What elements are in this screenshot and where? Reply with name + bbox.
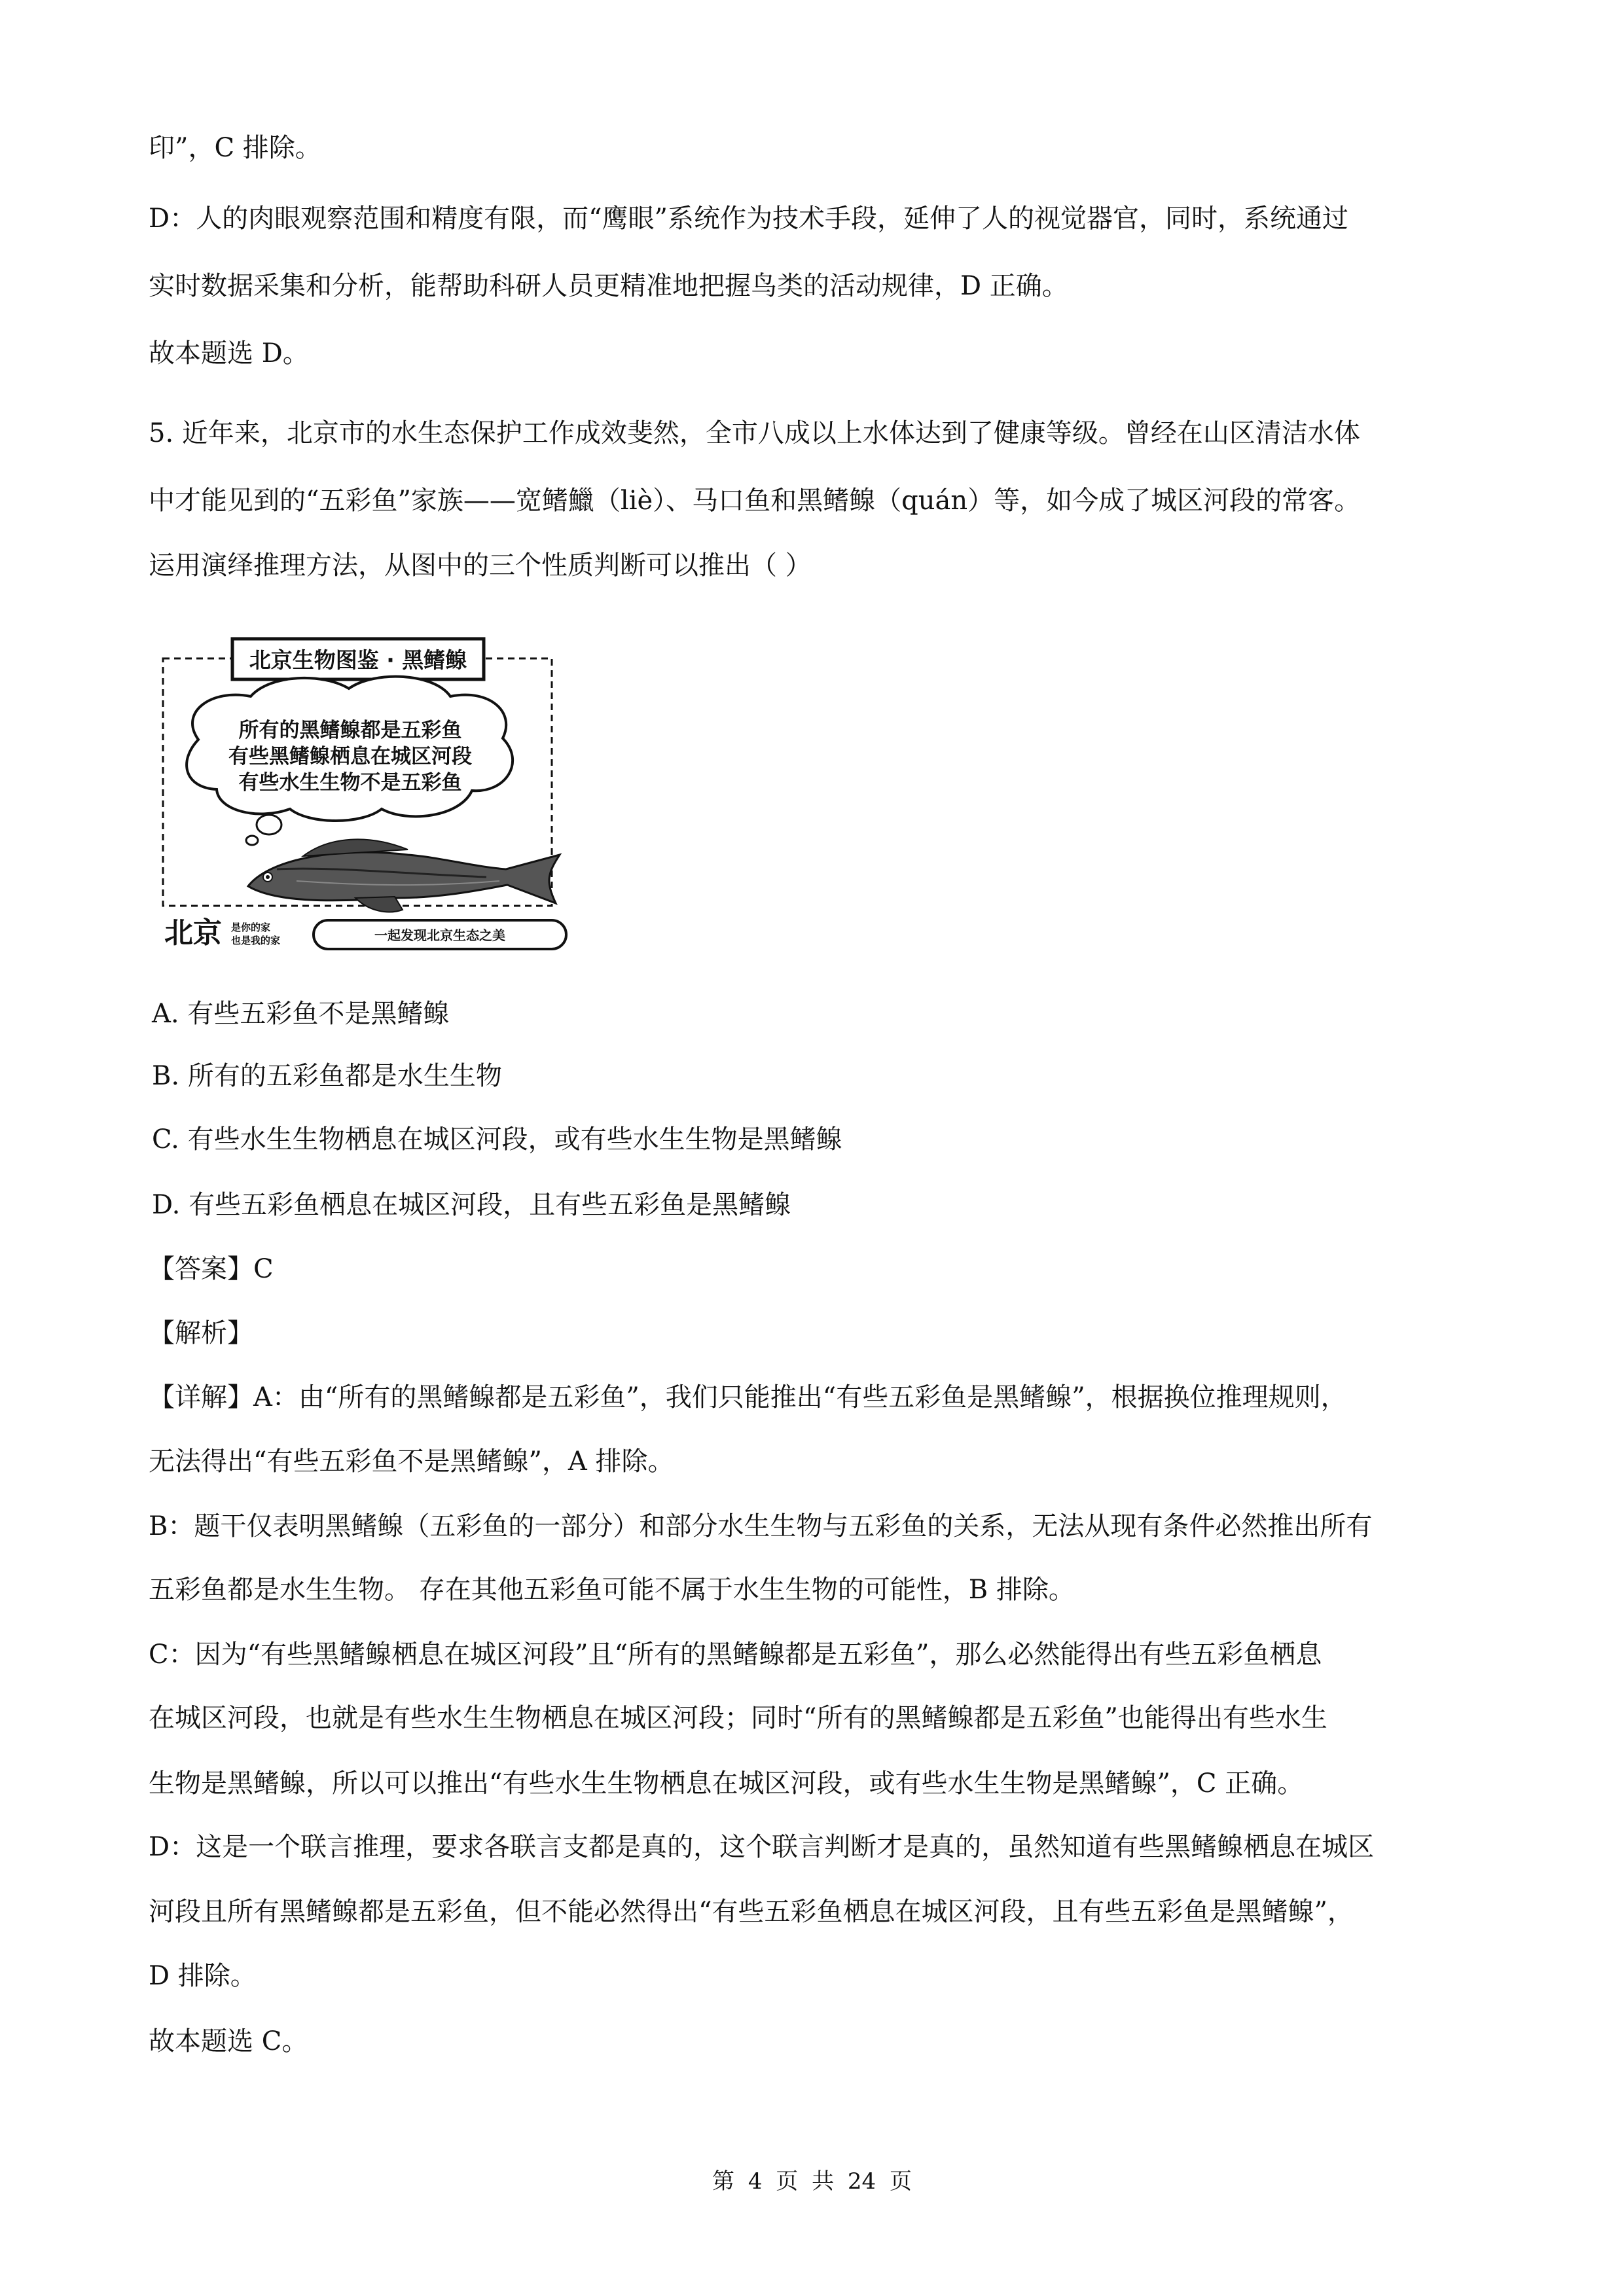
- question-line: 中才能见到的“五彩鱼”家族——宽鳍鱲（liè）、马口鱼和黑鳍鳈（quán）等，如今成了城区河段的常客。: [149, 486, 1361, 516]
- explanation-line: 无法得出“有些五彩鱼不是黑鳍鳈”，A 排除。: [149, 1446, 674, 1477]
- explanation-line: B：题干仅表明黑鳍鳈（五彩鱼的一部分）和部分水生生物与五彩鱼的关系，无法从现有条件必然推出所有: [149, 1511, 1373, 1541]
- option-d: D. 有些五彩鱼栖息在城区河段，且有些五彩鱼是黑鳍鳈: [152, 1190, 791, 1220]
- explanation-line: 五彩鱼都是水生生物。 存在其他五彩鱼可能不属于水生生物的可能性，B 排除。: [149, 1575, 1075, 1605]
- text-line: D：人的肉眼观察范围和精度有限，而“鹰眼”系统作为技术手段，延伸了人的视觉器官，同时，系统通过: [149, 204, 1348, 234]
- explanation-line: C：因为“有些黑鳍鳈栖息在城区河段”且“所有的黑鳍鳈都是五彩鱼”，那么必然能得出有些五彩鱼栖息: [149, 1640, 1322, 1670]
- fish-icon: [248, 839, 560, 912]
- question-line: 5. 近年来，北京市的水生态保护工作成效斐然，全市八成以上水体达到了健康等级。曾经在山区清洁水体: [149, 418, 1360, 448]
- text-line: 故本题选 D。: [149, 338, 309, 368]
- bubble-line: 有些水生生物不是五彩鱼: [238, 771, 462, 795]
- bubble-dot-small: [246, 836, 258, 845]
- brand-sub: 也是我的家: [231, 935, 281, 946]
- explanation-line: 河段且所有黑鳍鳈都是五彩鱼，但不能必然得出“有些五彩鱼栖息在城区河段，且有些五彩鱼是黑鳍鳈”，: [149, 1897, 1354, 1927]
- slogan-text: 一起发现北京生态之美: [374, 927, 505, 943]
- analysis-label: 【解析】: [149, 1318, 253, 1348]
- beijing-fish-illustration: [159, 634, 573, 958]
- bubble-dot-large: [257, 815, 281, 834]
- explanation-line: D 排除。: [149, 1961, 257, 1991]
- explanation-line: D：这是一个联言推理，要求各联言支都是真的，这个联言判断才是真的，虽然知道有些黑鳍鳈栖息在城区: [149, 1832, 1375, 1862]
- explanation-line: 故本题选 C。: [149, 2026, 308, 2056]
- option-b: B. 所有的五彩鱼都是水生生物: [152, 1061, 502, 1091]
- explanation-line: 在城区河段，也就是有些水生生物栖息在城区河段；同时“所有的黑鳍鳈都是五彩鱼”也能得出有些水生: [149, 1703, 1327, 1733]
- answer-line: 【答案】C: [149, 1254, 274, 1284]
- brand-label: 北京: [164, 916, 222, 950]
- bubble-line: 有些黑鳍鳈栖息在城区河段: [228, 745, 472, 768]
- question-line: 运用演绎推理方法，从图中的三个性质判断可以推出（ ）: [149, 550, 812, 581]
- bubble-line: 所有的黑鳍鳈都是五彩鱼: [238, 719, 462, 742]
- page-footer: 第 4 页 共 24 页: [712, 2168, 912, 2195]
- brand-sub: 是你的家: [231, 922, 271, 933]
- option-c: C. 有些水生生物栖息在城区河段，或有些水生生物是黑鳍鳈: [152, 1124, 842, 1155]
- text-line: 印”，C 排除。: [149, 133, 321, 163]
- figure-title: 北京生物图鉴 · 黑鳍鳈: [249, 647, 467, 673]
- text-line: 实时数据采集和分析，能帮助科研人员更精准地把握鸟类的活动规律，D 正确。: [149, 271, 1068, 301]
- explanation-line: 生物是黑鳍鳈，所以可以推出“有些水生生物栖息在城区河段，或有些水生生物是黑鳍鳈”，C 正确。: [149, 1768, 1304, 1799]
- explanation-line: 【详解】A：由“所有的黑鳍鳈都是五彩鱼”，我们只能推出“有些五彩鱼是黑鳍鳈”，根据换位推理规则，: [149, 1382, 1347, 1412]
- option-a: A. 有些五彩鱼不是黑鳍鳈: [152, 999, 450, 1029]
